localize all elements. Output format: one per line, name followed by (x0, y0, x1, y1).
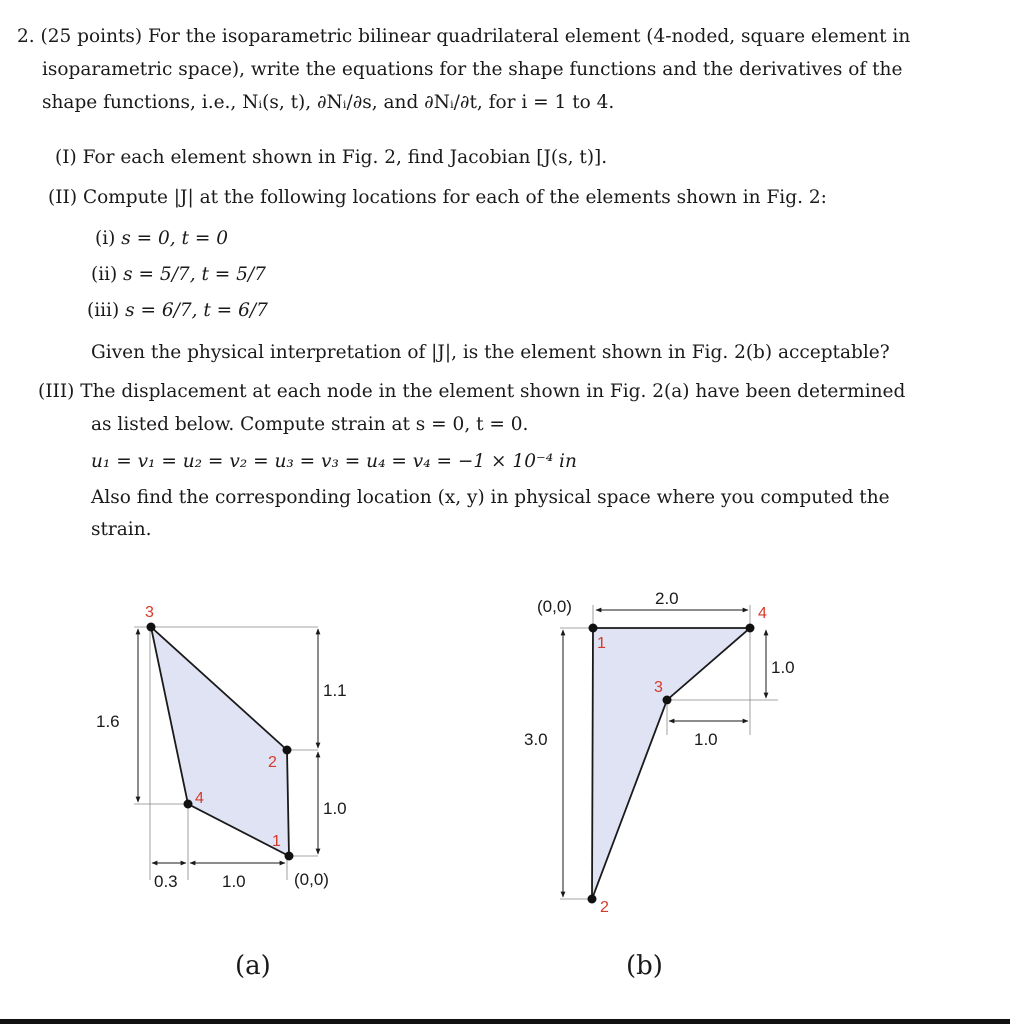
node-a-2-label: 2 (268, 754, 277, 771)
dim-b-top: 2.0 (655, 589, 679, 608)
part-3-label: (III) (38, 381, 75, 402)
problem-intro-2: isoparametric space), write the equations for the shape functions and the derivatives of the (42, 59, 903, 80)
caption-a: (a) (235, 951, 271, 981)
part-3-text-2: as listed below. Compute strain at s = 0, t = 0. (91, 414, 529, 435)
node-b-3-label: 3 (654, 679, 663, 696)
figure-b (524, 589, 795, 981)
problem-line-1 (17, 25, 910, 49)
figure-2 (0, 560, 1010, 1020)
dim-b-height: 3.0 (524, 730, 548, 749)
part-2-label: (II) (48, 187, 78, 208)
node-a-4-label: 4 (195, 790, 204, 807)
location-label: (iii) (87, 300, 120, 321)
dim-a-bottom-mid: 1.0 (222, 872, 246, 891)
node-a-1-label: 1 (272, 833, 281, 850)
location-value: s = 5/7, t = 5/7 (123, 264, 266, 285)
location-i (95, 227, 228, 251)
problem-intro-1: For the isoparametric bilinear quadrilateral element (4-noded, square element in (148, 26, 911, 47)
part-3-text-1: The displacement at each node in the element shown in Fig. 2(a) have been determined (80, 381, 906, 402)
node-b-2-label: 2 (600, 899, 609, 916)
part-2 (48, 186, 827, 210)
dim-a-height: 1.6 (96, 712, 120, 731)
location-ii (91, 263, 266, 287)
node-b-1 (589, 624, 598, 633)
node-b-3 (663, 696, 672, 705)
node-a-1 (285, 852, 294, 861)
displacements: u₁ = v₁ = u₂ = v₂ = u₃ = v₃ = u₄ = v₄ = −1 × 10⁻⁴ in (91, 451, 577, 472)
part-3-also-1: Also find the corresponding location (x, y) in physical space where you computed the (91, 487, 890, 508)
part-2-question: Given the physical interpretation of |J|, is the element shown in Fig. 2(b) acceptable? (91, 342, 890, 363)
location-iii (87, 299, 268, 323)
dim-a-bottom-left: 0.3 (154, 872, 178, 891)
node-b-4-label: 4 (758, 605, 767, 622)
part-1-text: For each element shown in Fig. 2, find Jacobian [J(s, t)]. (82, 147, 608, 168)
node-a-3-label: 3 (145, 604, 154, 621)
problem-intro-3: shape functions, i.e., Nᵢ(s, t), ∂Nᵢ/∂s, and ∂Nᵢ/∂t, for i = 1 to 4. (42, 92, 615, 113)
location-label: (i) (95, 228, 116, 249)
element-a (151, 627, 289, 856)
location-value: s = 6/7, t = 6/7 (125, 300, 268, 321)
dim-a-lower-right: 1.0 (323, 799, 347, 818)
part-2-text: Compute |J| at the following locations for each of the elements shown in Fig. 2: (82, 187, 827, 208)
location-label: (ii) (91, 264, 118, 285)
part-1 (55, 146, 607, 170)
part-1-label: (I) (55, 147, 77, 168)
origin-b: (0,0) (537, 597, 572, 616)
node-a-4 (184, 800, 193, 809)
element-b (592, 628, 750, 899)
bottom-rule (0, 1019, 1010, 1024)
figure-a (96, 604, 347, 981)
node-b-4 (746, 624, 755, 633)
node-a-3 (147, 623, 156, 632)
location-value: s = 0, t = 0 (121, 228, 229, 249)
node-a-2 (283, 746, 292, 755)
part-3 (38, 380, 905, 404)
caption-b: (b) (626, 951, 663, 981)
node-b-1-label: 1 (597, 635, 606, 652)
dim-b-mid: 1.0 (694, 730, 718, 749)
problem-number: 2. (17, 26, 35, 47)
problem-points: (25 points) (40, 26, 143, 47)
part-3-also-2: strain. (91, 519, 152, 540)
origin-a: (0,0) (294, 870, 329, 889)
dim-a-upper-right: 1.1 (323, 681, 347, 700)
node-b-2 (588, 895, 597, 904)
dim-b-right: 1.0 (771, 658, 795, 677)
